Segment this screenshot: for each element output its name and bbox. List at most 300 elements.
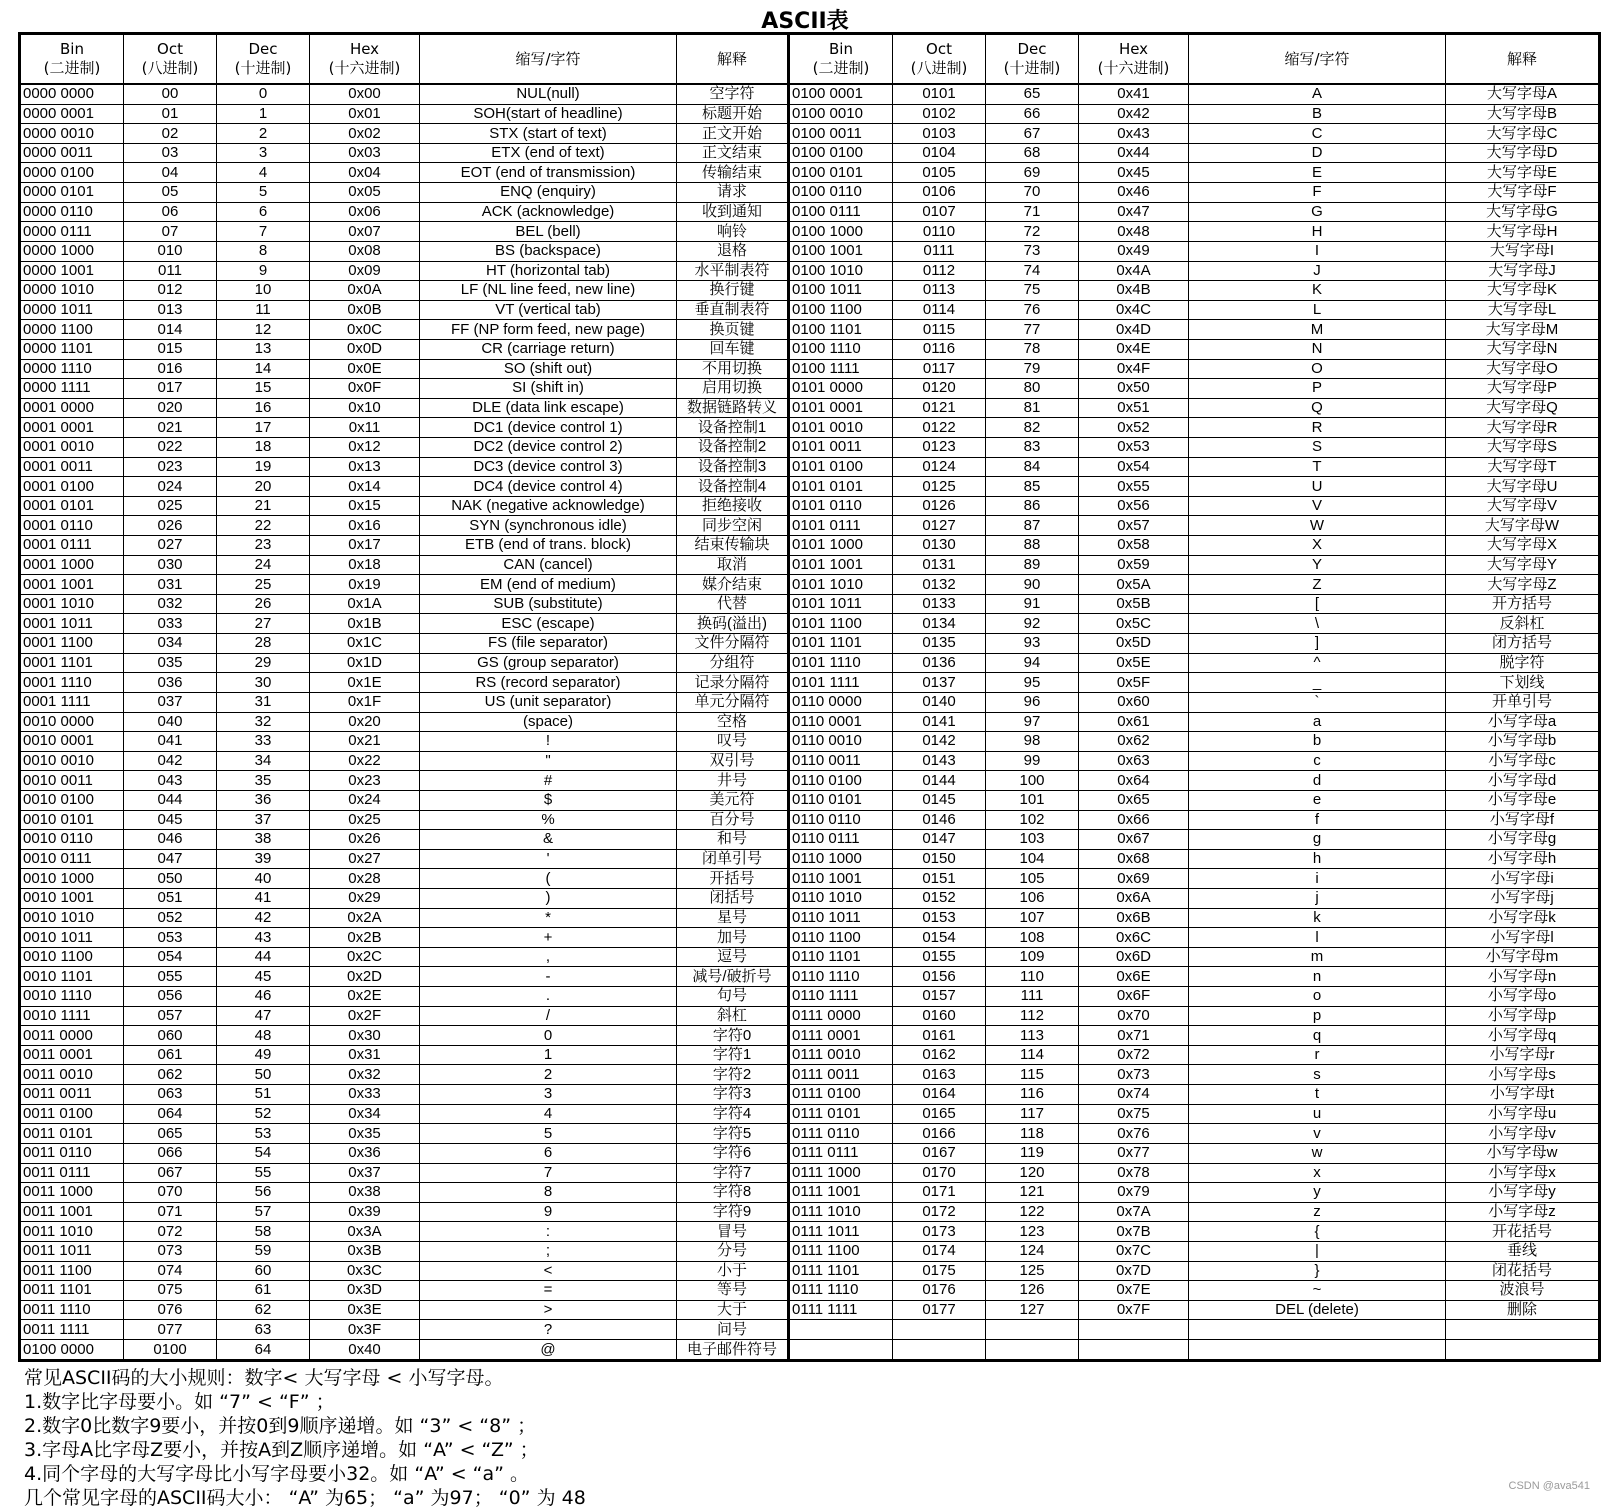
- cell-oct: 0131: [893, 555, 986, 575]
- cell-oct: 0171: [893, 1183, 986, 1203]
- cell-char: v: [1189, 1124, 1446, 1144]
- cell-bin: 0101 0010: [789, 418, 893, 438]
- cell-oct: 014: [124, 320, 217, 340]
- cell-dec: 42: [217, 908, 310, 928]
- cell-hex: 0x78: [1079, 1163, 1189, 1183]
- cell-bin: 0000 0101: [20, 183, 124, 203]
- table-row: [20, 183, 1600, 203]
- cell-dec: 31: [217, 692, 310, 712]
- cell-char: B: [1189, 104, 1446, 124]
- cell-hex: 0x37: [310, 1163, 420, 1183]
- cell-char: #: [420, 771, 677, 791]
- cell-hex: 0x49: [1079, 241, 1189, 261]
- header-hex: Hex (十六进制): [1079, 34, 1189, 85]
- cell-hex: 0x57: [1079, 516, 1189, 536]
- cell-oct: 0142: [893, 732, 986, 752]
- cell-hex: 0x28: [310, 869, 420, 889]
- table-row: [20, 1143, 1600, 1163]
- cell-hex: 0x39: [310, 1202, 420, 1222]
- cell-desc: 空格: [677, 712, 789, 732]
- cell-oct: 0165: [893, 1104, 986, 1124]
- cell-char: t: [1189, 1085, 1446, 1105]
- cell-bin: 0001 0111: [20, 536, 124, 556]
- cell-dec: 123: [986, 1222, 1079, 1242]
- cell-desc: 小写字母g: [1446, 830, 1600, 850]
- cell-bin: 0011 0111: [20, 1163, 124, 1183]
- cell-bin: 0010 0000: [20, 712, 124, 732]
- cell-dec: 45: [217, 967, 310, 987]
- cell-oct: 065: [124, 1124, 217, 1144]
- cell-oct: 0163: [893, 1065, 986, 1085]
- cell-desc: 波浪号: [1446, 1281, 1600, 1301]
- cell-bin: 0110 1011: [789, 908, 893, 928]
- cell-oct: 063: [124, 1085, 217, 1105]
- cell-dec: 72: [986, 222, 1079, 242]
- cell-dec: 98: [986, 732, 1079, 752]
- cell-char: <: [420, 1261, 677, 1281]
- cell-char: D: [1189, 143, 1446, 163]
- cell-desc: 斜杠: [677, 1006, 789, 1026]
- cell-dec: 8: [217, 241, 310, 261]
- table-row: [20, 771, 1600, 791]
- cell-hex: 0x41: [1079, 84, 1189, 104]
- cell-dec: 59: [217, 1241, 310, 1261]
- cell-desc: 水平制表符: [677, 261, 789, 281]
- cell-bin: 0010 1110: [20, 987, 124, 1007]
- table-row: [20, 1065, 1600, 1085]
- cell-oct: 035: [124, 653, 217, 673]
- cell-desc: 设备控制1: [677, 418, 789, 438]
- cell-dec: 93: [986, 634, 1079, 654]
- cell-desc: 大写字母R: [1446, 418, 1600, 438]
- cell-dec: 32: [217, 712, 310, 732]
- rule-item: 4.同个字母的大写字母比小写字母要小32。如 “A” < “a” 。: [24, 1463, 530, 1485]
- cell-oct: 0126: [893, 496, 986, 516]
- cell-oct: 0150: [893, 849, 986, 869]
- cell-oct: 062: [124, 1065, 217, 1085]
- cell-oct: 021: [124, 418, 217, 438]
- cell-hex: 0x4B: [1079, 281, 1189, 301]
- cell-desc: 等号: [677, 1281, 789, 1301]
- cell-hex: 0x23: [310, 771, 420, 791]
- cell-char: 8: [420, 1183, 677, 1203]
- cell-desc: 减号/破折号: [677, 967, 789, 987]
- cell-char: Z: [1189, 575, 1446, 595]
- cell-dec: 53: [217, 1124, 310, 1144]
- cell-desc: 大写字母J: [1446, 261, 1600, 281]
- table-row: [20, 947, 1600, 967]
- cell-bin: 0000 1001: [20, 261, 124, 281]
- cell-oct: 061: [124, 1045, 217, 1065]
- cell-dec: 84: [986, 457, 1079, 477]
- rule-item: 2.数字0比数字9要小，并按0到9顺序递增。如 “3” < “8” ；: [24, 1415, 537, 1437]
- cell-bin: 0010 0001: [20, 732, 124, 752]
- cell-char: US (unit separator): [420, 692, 677, 712]
- cell-char: N: [1189, 339, 1446, 359]
- cell-oct: 054: [124, 947, 217, 967]
- cell-oct: 0141: [893, 712, 986, 732]
- cell-dec: 33: [217, 732, 310, 752]
- cell-oct: 077: [124, 1320, 217, 1340]
- cell-dec: 86: [986, 496, 1079, 516]
- cell-char: EM (end of medium): [420, 575, 677, 595]
- cell-bin: 0010 1101: [20, 967, 124, 987]
- cell-desc: 大写字母D: [1446, 143, 1600, 163]
- cell-hex: 0x32: [310, 1065, 420, 1085]
- cell-dec: 12: [217, 320, 310, 340]
- cell-desc: 代替: [677, 594, 789, 614]
- cell-hex: 0x22: [310, 751, 420, 771]
- cell-dec: 63: [217, 1320, 310, 1340]
- table-row: [20, 653, 1600, 673]
- cell-hex: 0x0A: [310, 281, 420, 301]
- cell-char: {: [1189, 1222, 1446, 1242]
- cell-hex: 0x1D: [310, 653, 420, 673]
- cell-desc: [1446, 1340, 1600, 1361]
- cell-oct: 0145: [893, 790, 986, 810]
- cell-dec: [986, 1320, 1079, 1340]
- cell-oct: 0151: [893, 869, 986, 889]
- cell-bin: 0010 1001: [20, 889, 124, 909]
- cell-char: (: [420, 869, 677, 889]
- cell-dec: 100: [986, 771, 1079, 791]
- cell-dec: 7: [217, 222, 310, 242]
- cell-bin: 0100 1010: [789, 261, 893, 281]
- cell-char: EOT (end of transmission): [420, 163, 677, 183]
- cell-hex: 0x02: [310, 124, 420, 144]
- cell-hex: 0x1B: [310, 614, 420, 634]
- cell-bin: 0011 0100: [20, 1104, 124, 1124]
- cell-bin: 0011 1101: [20, 1281, 124, 1301]
- cell-char: SO (shift out): [420, 359, 677, 379]
- cell-desc: 小写字母n: [1446, 967, 1600, 987]
- table-row: [20, 1026, 1600, 1046]
- cell-desc: 小写字母x: [1446, 1163, 1600, 1183]
- cell-hex: 0x6A: [1079, 889, 1189, 909]
- cell-desc: 双引号: [677, 751, 789, 771]
- cell-bin: 0100 0101: [789, 163, 893, 183]
- cell-hex: 0x5D: [1079, 634, 1189, 654]
- cell-desc: 逗号: [677, 947, 789, 967]
- cell-dec: 39: [217, 849, 310, 869]
- cell-dec: 24: [217, 555, 310, 575]
- cell-hex: 0x7B: [1079, 1222, 1189, 1242]
- cell-dec: 0: [217, 84, 310, 104]
- cell-char: [1189, 1320, 1446, 1340]
- cell-bin: 0001 0011: [20, 457, 124, 477]
- cell-bin: 0001 0100: [20, 477, 124, 497]
- cell-desc: 收到通知: [677, 202, 789, 222]
- cell-desc: 删除: [1446, 1300, 1600, 1320]
- cell-dec: 79: [986, 359, 1079, 379]
- cell-bin: 0101 0100: [789, 457, 893, 477]
- cell-dec: 91: [986, 594, 1079, 614]
- cell-hex: 0x14: [310, 477, 420, 497]
- cell-hex: 0x35: [310, 1124, 420, 1144]
- cell-oct: 0123: [893, 437, 986, 457]
- cell-desc: 句号: [677, 987, 789, 1007]
- cell-bin: 0101 1101: [789, 634, 893, 654]
- cell-hex: 0x0C: [310, 320, 420, 340]
- cell-dec: 89: [986, 555, 1079, 575]
- table-header-row: [20, 34, 1600, 85]
- cell-dec: 99: [986, 751, 1079, 771]
- cell-bin: 0111 1011: [789, 1222, 893, 1242]
- cell-hex: 0x4A: [1079, 261, 1189, 281]
- cell-desc: 垂直制表符: [677, 300, 789, 320]
- cell-dec: 115: [986, 1065, 1079, 1085]
- header-hex: Hex (十六进制): [310, 34, 420, 85]
- cell-char: g: [1189, 830, 1446, 850]
- cell-bin: 0100 0100: [789, 143, 893, 163]
- cell-oct: 0172: [893, 1202, 986, 1222]
- cell-hex: 0x12: [310, 437, 420, 457]
- cell-desc: 大写字母Z: [1446, 575, 1600, 595]
- cell-hex: 0x7E: [1079, 1281, 1189, 1301]
- cell-char: o: [1189, 987, 1446, 1007]
- cell-bin: 0000 0110: [20, 202, 124, 222]
- cell-hex: 0x00: [310, 84, 420, 104]
- cell-oct: 0153: [893, 908, 986, 928]
- cell-bin: 0000 1010: [20, 281, 124, 301]
- rule-item: 1.数字比字母要小。如 “7” < “F” ；: [24, 1391, 335, 1413]
- cell-dec: 105: [986, 869, 1079, 889]
- cell-char: V: [1189, 496, 1446, 516]
- cell-desc: 闭花括号: [1446, 1261, 1600, 1281]
- cell-oct: 056: [124, 987, 217, 1007]
- cell-char: y: [1189, 1183, 1446, 1203]
- cell-dec: 61: [217, 1281, 310, 1301]
- cell-desc: 问号: [677, 1320, 789, 1340]
- cell-bin: 0100 1100: [789, 300, 893, 320]
- cell-oct: 0120: [893, 379, 986, 399]
- cell-dec: 96: [986, 692, 1079, 712]
- cell-char: :: [420, 1222, 677, 1242]
- cell-char: &: [420, 830, 677, 850]
- cell-dec: 75: [986, 281, 1079, 301]
- cell-oct: 011: [124, 261, 217, 281]
- cell-bin: 0010 1100: [20, 947, 124, 967]
- cell-char: DC1 (device control 1): [420, 418, 677, 438]
- cell-oct: 022: [124, 437, 217, 457]
- cell-char: Q: [1189, 398, 1446, 418]
- cell-char: H: [1189, 222, 1446, 242]
- cell-oct: 0147: [893, 830, 986, 850]
- cell-hex: 0x48: [1079, 222, 1189, 242]
- table-row: [20, 889, 1600, 909]
- cell-dec: 102: [986, 810, 1079, 830]
- cell-bin: 0110 0101: [789, 790, 893, 810]
- cell-char: J: [1189, 261, 1446, 281]
- cell-dec: 15: [217, 379, 310, 399]
- cell-char: ;: [420, 1241, 677, 1261]
- cell-char: *: [420, 908, 677, 928]
- cell-oct: 0135: [893, 634, 986, 654]
- cell-char: m: [1189, 947, 1446, 967]
- cell-char: %: [420, 810, 677, 830]
- cell-bin: 0001 0110: [20, 516, 124, 536]
- cell-oct: 0121: [893, 398, 986, 418]
- cell-desc: 大写字母N: [1446, 339, 1600, 359]
- cell-dec: 47: [217, 1006, 310, 1026]
- cell-bin: 0111 1000: [789, 1163, 893, 1183]
- cell-dec: 82: [986, 418, 1079, 438]
- cell-dec: 10: [217, 281, 310, 301]
- cell-char: RS (record separator): [420, 673, 677, 693]
- cell-desc: 回车键: [677, 339, 789, 359]
- cell-bin: 0101 0000: [789, 379, 893, 399]
- cell-dec: 16: [217, 398, 310, 418]
- cell-bin: 0000 1111: [20, 379, 124, 399]
- cell-hex: 0x76: [1079, 1124, 1189, 1144]
- cell-char: +: [420, 928, 677, 948]
- cell-dec: 85: [986, 477, 1079, 497]
- cell-hex: 0x33: [310, 1085, 420, 1105]
- cell-desc: 大写字母H: [1446, 222, 1600, 242]
- table-row: [20, 437, 1600, 457]
- cell-dec: 95: [986, 673, 1079, 693]
- cell-dec: 106: [986, 889, 1079, 909]
- cell-hex: 0x4E: [1079, 339, 1189, 359]
- cell-hex: 0x31: [310, 1045, 420, 1065]
- cell-oct: 073: [124, 1241, 217, 1261]
- cell-dec: 26: [217, 594, 310, 614]
- cell-dec: 34: [217, 751, 310, 771]
- cell-oct: 070: [124, 1183, 217, 1203]
- cell-bin: 0011 0010: [20, 1065, 124, 1085]
- header-char: 缩写/字符: [420, 34, 677, 85]
- cell-desc: 正文开始: [677, 124, 789, 144]
- cell-oct: [893, 1340, 986, 1361]
- cell-hex: 0x26: [310, 830, 420, 850]
- cell-hex: 0x67: [1079, 830, 1189, 850]
- cell-oct: 0133: [893, 594, 986, 614]
- cell-char: q: [1189, 1026, 1446, 1046]
- cell-bin: 0000 0011: [20, 143, 124, 163]
- cell-dec: 49: [217, 1045, 310, 1065]
- cell-bin: 0110 0001: [789, 712, 893, 732]
- cell-desc: 下划线: [1446, 673, 1600, 693]
- cell-hex: 0x6C: [1079, 928, 1189, 948]
- cell-desc: 小写字母j: [1446, 889, 1600, 909]
- cell-desc: 字符1: [677, 1045, 789, 1065]
- cell-hex: 0x30: [310, 1026, 420, 1046]
- cell-desc: 大写字母Q: [1446, 398, 1600, 418]
- table-row: [20, 84, 1600, 104]
- cell-oct: 0111: [893, 241, 986, 261]
- header-oct: Oct (八进制): [124, 34, 217, 85]
- table-row: [20, 457, 1600, 477]
- cell-dec: 20: [217, 477, 310, 497]
- cell-oct: 044: [124, 790, 217, 810]
- cell-hex: 0x79: [1079, 1183, 1189, 1203]
- cell-hex: 0x68: [1079, 849, 1189, 869]
- cell-hex: 0x3D: [310, 1281, 420, 1301]
- cell-dec: 6: [217, 202, 310, 222]
- cell-oct: 05: [124, 183, 217, 203]
- cell-bin: 0001 1001: [20, 575, 124, 595]
- cell-oct: 0143: [893, 751, 986, 771]
- watermark: CSDN @ava541: [1508, 1480, 1590, 1492]
- cell-oct: 0167: [893, 1143, 986, 1163]
- cell-dec: [986, 1340, 1079, 1361]
- cell-hex: 0x0E: [310, 359, 420, 379]
- cell-oct: 0132: [893, 575, 986, 595]
- cell-desc: 大写字母A: [1446, 84, 1600, 104]
- cell-bin: 0111 0010: [789, 1045, 893, 1065]
- cell-desc: 设备控制4: [677, 477, 789, 497]
- cell-bin: 0011 0001: [20, 1045, 124, 1065]
- cell-hex: 0x6D: [1079, 947, 1189, 967]
- cell-desc: 不用切换: [677, 359, 789, 379]
- cell-char: GS (group separator): [420, 653, 677, 673]
- table-row: [20, 536, 1600, 556]
- cell-oct: 0157: [893, 987, 986, 1007]
- cell-dec: 119: [986, 1143, 1079, 1163]
- cell-bin: 0000 1110: [20, 359, 124, 379]
- cell-hex: 0x61: [1079, 712, 1189, 732]
- cell-char: 3: [420, 1085, 677, 1105]
- cell-desc: 大写字母Y: [1446, 555, 1600, 575]
- cell-desc: 小写字母i: [1446, 869, 1600, 889]
- cell-oct: 02: [124, 124, 217, 144]
- cell-hex: 0x06: [310, 202, 420, 222]
- cell-desc: 字符6: [677, 1143, 789, 1163]
- cell-char: 0: [420, 1026, 677, 1046]
- cell-dec: 83: [986, 437, 1079, 457]
- cell-char: ^: [1189, 653, 1446, 673]
- cell-char: SUB (substitute): [420, 594, 677, 614]
- cell-dec: 121: [986, 1183, 1079, 1203]
- cell-bin: 0100 1111: [789, 359, 893, 379]
- cell-bin: 0110 1110: [789, 967, 893, 987]
- cell-bin: 0101 1011: [789, 594, 893, 614]
- header-oct: Oct (八进制): [893, 34, 986, 85]
- cell-oct: 07: [124, 222, 217, 242]
- cell-dec: 104: [986, 849, 1079, 869]
- cell-desc: 字符0: [677, 1026, 789, 1046]
- cell-dec: 38: [217, 830, 310, 850]
- cell-bin: 0011 1000: [20, 1183, 124, 1203]
- table-row: [20, 1320, 1600, 1340]
- table-row: [20, 1340, 1600, 1361]
- cell-char: NAK (negative acknowledge): [420, 496, 677, 516]
- cell-dec: 109: [986, 947, 1079, 967]
- cell-hex: 0x4D: [1079, 320, 1189, 340]
- cell-char: =: [420, 1281, 677, 1301]
- cell-dec: 37: [217, 810, 310, 830]
- cell-oct: 0127: [893, 516, 986, 536]
- cell-hex: 0x2C: [310, 947, 420, 967]
- cell-dec: 65: [986, 84, 1079, 104]
- cell-dec: 23: [217, 536, 310, 556]
- table-row: [20, 1124, 1600, 1144]
- cell-desc: 单元分隔符: [677, 692, 789, 712]
- cell-dec: 120: [986, 1163, 1079, 1183]
- table-row: [20, 692, 1600, 712]
- cell-hex: 0x70: [1079, 1006, 1189, 1026]
- table-row: [20, 555, 1600, 575]
- table-row: [20, 1222, 1600, 1242]
- table-row: [20, 614, 1600, 634]
- cell-oct: 026: [124, 516, 217, 536]
- cell-dec: 13: [217, 339, 310, 359]
- cell-oct: 0102: [893, 104, 986, 124]
- cell-hex: 0x18: [310, 555, 420, 575]
- cell-oct: 0166: [893, 1124, 986, 1144]
- cell-desc: 拒绝接收: [677, 496, 789, 516]
- cell-desc: 小写字母z: [1446, 1202, 1600, 1222]
